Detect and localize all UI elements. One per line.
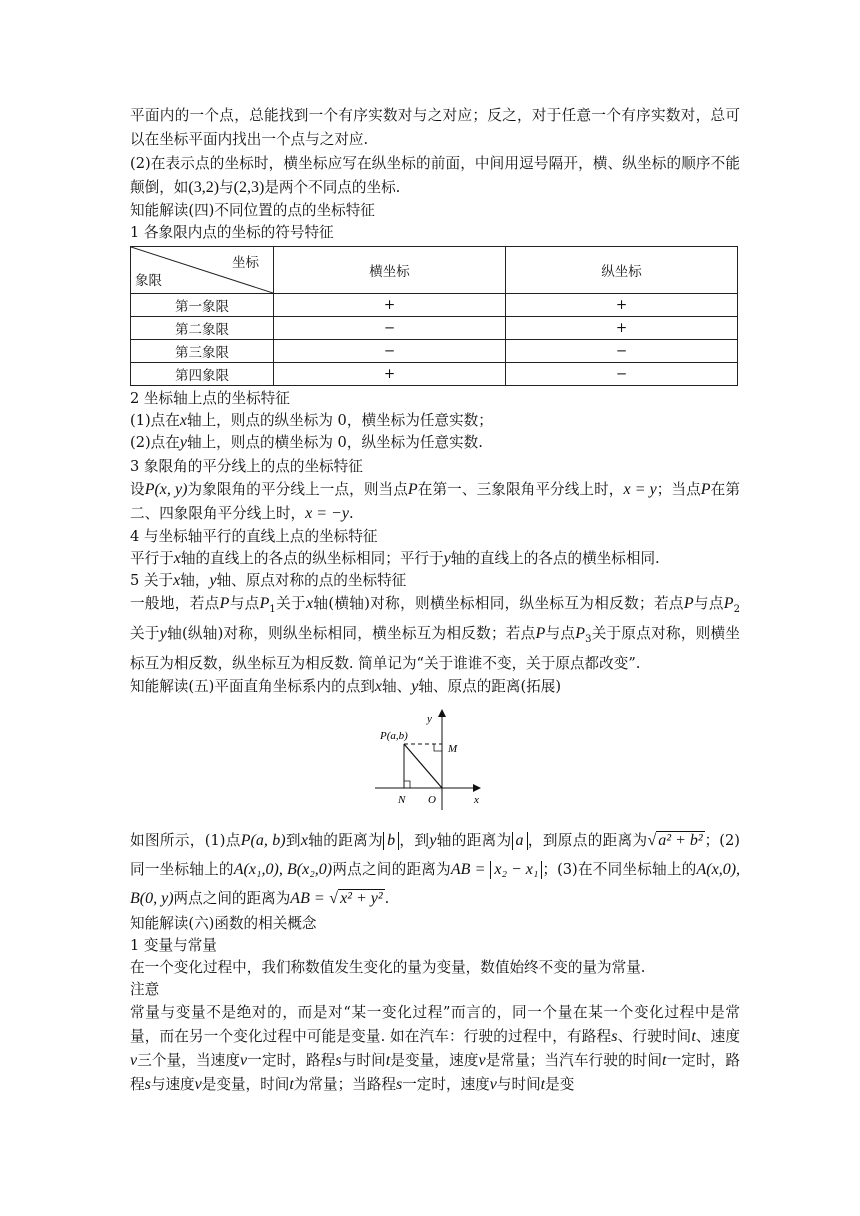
- math-point-3-2: (3,2): [188, 179, 220, 196]
- right-angle-mark-n: [404, 781, 410, 788]
- table-cell-x-sign: +: [274, 363, 506, 386]
- bisector-paragraph: 设P(x, y)为象限角的平分线上一点，则当点P在第一、三象限角平分线上时，x = y；当点P在第二、四象限角平分线上时，x = −y.: [130, 481, 740, 522]
- section-4-title: 知能解读(四)不同位置的点的坐标特征: [130, 202, 375, 219]
- table-cell-y-sign: −: [506, 363, 738, 386]
- axis-rule-x: (1)点在x轴上，则点的纵坐标为 0，横坐标为任意实数；: [130, 412, 493, 429]
- table-cell-x-sign: +: [274, 294, 506, 317]
- document-page: [130, 104, 740, 1097]
- table-cell-quadrant: 第四象限: [131, 363, 274, 386]
- subsection-2-title: 2 坐标轴上点的坐标特征: [130, 390, 290, 407]
- label-m: M: [448, 742, 458, 755]
- subsection-1-title: 1 各象限内点的坐标的符号特征: [130, 224, 334, 241]
- math-point-2-3: (2,3): [233, 179, 265, 196]
- note-paragraph: 常量与变量不是绝对的，而是对“某一变化过程”而言的，同一个量在某一个变化过程中是常量，而在另一个变化过程中可能是变量. 如在汽车：行驶的过程中，有路程s、行驶时间t、速度v三个量，当速度v一定时，路程s与时间t是变量，速度v是常量；当汽车行驶的时间t一定时，路程s与速度v是变量，时间t为常量；当路程s一定时，速度v与时间t是变: [130, 1003, 740, 1093]
- table-cell-y-sign: +: [506, 317, 738, 340]
- table-cell-x-sign: −: [274, 340, 506, 363]
- table-header-x: 横坐标: [274, 247, 506, 294]
- table-row: [131, 340, 738, 363]
- table-cell-x-sign: −: [274, 317, 506, 340]
- coordinate-diagram: [370, 706, 500, 814]
- subsection-4-title: 4 与坐标轴平行的直线上点的坐标特征: [130, 528, 378, 545]
- distance-paragraph: 如图所示，(1)点P(a, b)到x轴的距离为 b ，到y轴的距离为 a ，到原点的距离为√ a² + b² ；(2)同一坐标轴上的A(x₁,0), B(x₂,0)两点之间的距离为AB = x₂ − x₁ ；(3)在不同坐标轴上的A(x,0), B(0, y)两点之间的距离为AB = √ x² + y² .: [130, 831, 741, 907]
- parallel-lines-paragraph: 平行于x轴的直线上的各点的纵坐标相同；平行于y轴的直线上的各点的横坐标相同.: [130, 550, 660, 567]
- table-header-row: [131, 247, 738, 294]
- symmetry-paragraph: 一般地，若点P与点$P_1$关于x轴(横轴)对称，则横坐标相同，纵坐标互为相反数；若点P与点$P_2$关于y轴(纵轴)对称，则纵坐标相同，横坐标互为相反数；若点P与点$P_3$关于原点对称，则横坐标互为相反数，纵坐标互为相反数. 简单记为“关于谁谁不变，关于原点都改变”.: [130, 595, 740, 672]
- table-diagonal-header: [131, 247, 274, 294]
- label-p: P(a,b): [380, 729, 408, 742]
- axis-rule-y: (2)点在y轴上，则点的横坐标为 0，纵坐标为任意实数.: [130, 434, 483, 451]
- note-title: 注意: [130, 980, 160, 998]
- label-y: y: [427, 712, 432, 725]
- label-n: N: [398, 793, 406, 806]
- table-cell-quadrant: 第一象限: [131, 294, 274, 317]
- table-cell-y-sign: −: [506, 340, 738, 363]
- diag-label-quadrant: 象限: [135, 273, 162, 289]
- table-row: [131, 363, 738, 386]
- table-cell-quadrant: 第二象限: [131, 317, 274, 340]
- distance-figure: [130, 706, 740, 816]
- label-x: x: [474, 793, 479, 806]
- quadrant-sign-table: [130, 246, 738, 386]
- paragraph-coordinate-order: (2)在表示点的坐标时，横坐标应写在纵坐标的前面，中间用逗号隔开，横、纵坐标的顺序不能颠倒，如(3,2)与(2,3)是两个不同点的坐标.: [130, 155, 740, 196]
- table-row: [131, 317, 738, 340]
- diag-label-coordinate: 坐标: [232, 255, 259, 271]
- subsection-3-title: 3 象限角的平分线上的点的坐标特征: [130, 458, 363, 475]
- section-6-subtitle: 1 变量与常量: [130, 936, 217, 954]
- subsection-5-title: 5 关于x轴，y轴、原点对称的点的坐标特征: [130, 572, 407, 589]
- right-angle-mark-m: [434, 744, 442, 751]
- table-header-y: 纵坐标: [506, 247, 738, 294]
- variable-definition: 在一个变化过程中，我们称数值发生变化的量为变量，数值始终不变的量为常量.: [130, 958, 646, 976]
- table-row: [131, 294, 738, 317]
- table-cell-y-sign: +: [506, 294, 738, 317]
- section-5-title: 知能解读(五)平面直角坐标系内的点到x轴、y轴、原点的距离(拓展): [130, 677, 562, 695]
- label-o: O: [428, 793, 436, 806]
- paragraph-coordinates-intro: 平面内的一个点，总能找到一个有序实数对与之对应；反之，对于任意一个有序实数对，总可以在坐标平面内找出一个点与之对应.: [130, 107, 740, 148]
- table-cell-quadrant: 第三象限: [131, 340, 274, 363]
- section-6-title: 知能解读(六)函数的相关概念: [130, 914, 317, 932]
